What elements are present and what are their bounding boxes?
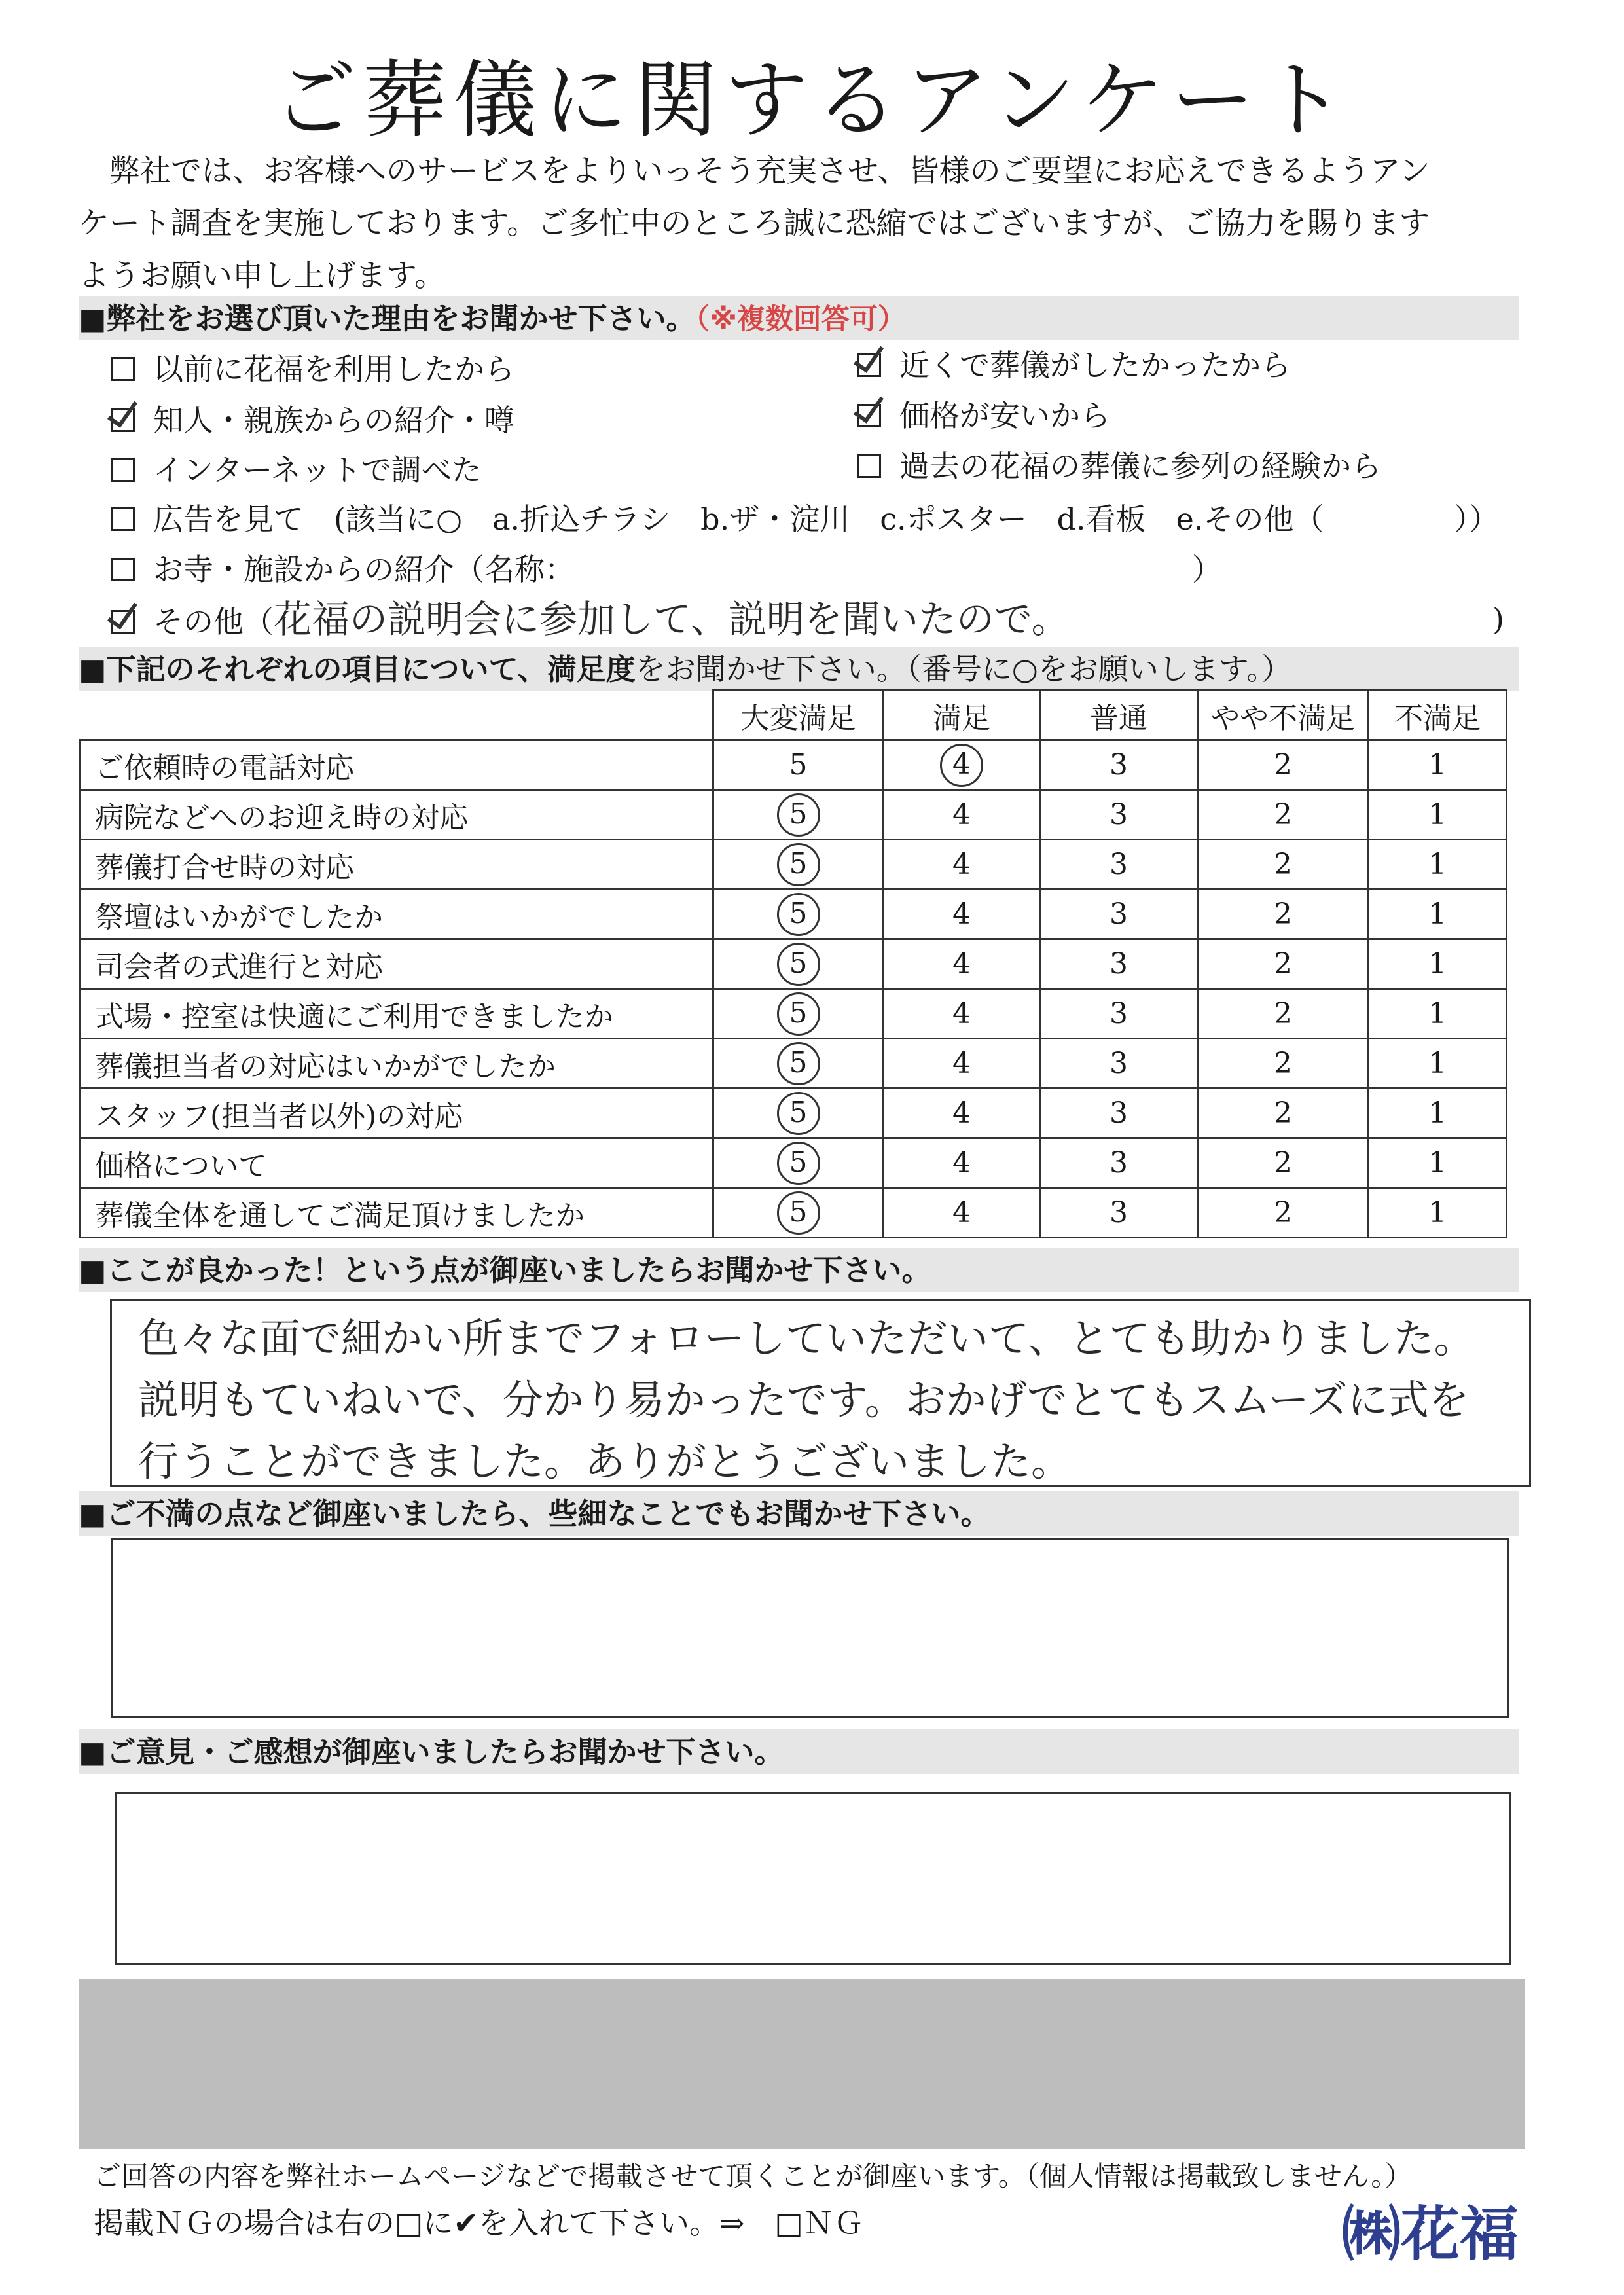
score-cell[interactable]: [1198, 939, 1369, 989]
score-value: 5: [789, 748, 808, 782]
score-cell[interactable]: [1369, 1188, 1507, 1238]
score-cell[interactable]: [713, 790, 884, 840]
checkbox[interactable]: [111, 558, 135, 581]
section-title: ■弊社をお選び頂いた理由をお聞かせ下さい。: [79, 301, 696, 336]
checkbox[interactable]: [111, 507, 135, 531]
question-label: ご依頼時の電話対応: [80, 740, 713, 790]
footer-note: ご回答の内容を弊社ホームページなどで掲載させて頂くことが御座います。（個人情報は掲載致しません。）: [94, 2160, 1413, 2192]
score-value: 3: [1110, 897, 1128, 931]
score-value: 1: [1428, 897, 1447, 931]
table-header-row: [80, 691, 1507, 740]
section-satisfaction-header: [79, 647, 1519, 691]
score-cell[interactable]: [1369, 1039, 1507, 1089]
score-value-circled: 5: [777, 843, 820, 886]
score-value: 4: [952, 798, 971, 831]
score-value: 1: [1428, 1096, 1447, 1130]
score-cell[interactable]: [1198, 989, 1369, 1039]
score-value: 3: [1110, 848, 1128, 881]
score-cell[interactable]: [1198, 1188, 1369, 1238]
score-cell[interactable]: [884, 840, 1040, 890]
score-cell[interactable]: [1040, 1188, 1198, 1238]
reason-option[interactable]: 以前に花福を利用したから: [111, 350, 514, 389]
score-cell[interactable]: [713, 890, 884, 939]
reason-option[interactable]: その他（花福の説明会に参加して、説明を聞いたので。: [111, 600, 1070, 642]
score-cell[interactable]: [1369, 790, 1507, 840]
score-value: 4: [952, 1196, 971, 1229]
score-value: 2: [1274, 897, 1292, 931]
section-note: （※複数回答可）: [695, 303, 906, 336]
reason-option[interactable]: インターネットで調べた: [111, 450, 482, 490]
question-label: 葬儀担当者の対応はいかがでしたか: [80, 1039, 713, 1089]
question-label: 祭壇はいかがでしたか: [80, 890, 713, 939]
section-reasons-header: [79, 296, 1519, 340]
score-cell[interactable]: [1369, 740, 1507, 790]
checkbox[interactable]: [857, 454, 881, 478]
score-value: 2: [1274, 798, 1292, 831]
score-cell[interactable]: [884, 1039, 1040, 1089]
checkbox-checked[interactable]: [857, 353, 881, 377]
checkbox-checked[interactable]: [111, 408, 135, 432]
score-value: 4: [952, 1047, 971, 1080]
score-value: 3: [1110, 1196, 1128, 1229]
reason-option[interactable]: 近くで葬儀がしたかったから: [857, 346, 1291, 385]
score-value: 4: [952, 897, 971, 931]
score-cell[interactable]: [1040, 790, 1198, 840]
table-row: [80, 989, 1507, 1039]
score-value: 3: [1110, 947, 1128, 981]
table-row: [80, 1089, 1507, 1138]
section-complaints-header: [79, 1491, 1519, 1536]
column-header: 普通: [1040, 691, 1198, 740]
score-value: 3: [1110, 1146, 1128, 1180]
table-row: [80, 1188, 1507, 1238]
question-label: 司会者の式進行と対応: [80, 939, 713, 989]
score-value: 1: [1428, 748, 1447, 782]
checkbox-checked[interactable]: [111, 610, 135, 634]
other-close: ): [1492, 602, 1504, 637]
score-cell[interactable]: [1369, 1089, 1507, 1138]
score-value: 3: [1110, 1096, 1128, 1130]
question-label: 病院などへのお迎え時の対応: [80, 790, 713, 840]
intro-line: ようお願い申し上げます。: [79, 258, 446, 294]
score-cell[interactable]: [1369, 989, 1507, 1039]
column-header: やや不満足: [1198, 691, 1369, 740]
empty-header: [80, 691, 713, 740]
checkbox[interactable]: [111, 357, 135, 381]
question-label: 価格について: [80, 1138, 713, 1188]
section-opinions-header: [79, 1729, 1519, 1774]
score-value: 2: [1274, 997, 1292, 1030]
score-cell[interactable]: [1369, 1138, 1507, 1188]
intro-line: 弊社では、お客様へのサービスをよりいっそう充実させ、皆様のご要望にお応えできるようアン: [79, 153, 1430, 189]
score-value-circled: 5: [777, 793, 820, 837]
score-cell[interactable]: [713, 1039, 884, 1089]
score-value: 4: [952, 1146, 971, 1180]
intro-text: [79, 145, 1519, 302]
score-value: 2: [1274, 947, 1292, 981]
score-cell[interactable]: [884, 1089, 1040, 1138]
score-cell[interactable]: [884, 890, 1040, 939]
score-cell[interactable]: [713, 740, 884, 790]
score-cell[interactable]: [1198, 1039, 1369, 1089]
checkbox[interactable]: [111, 458, 135, 482]
score-value: 3: [1110, 997, 1128, 1030]
footer-ng-instruction[interactable]: 掲載ＮＧの場合は右の□に✔を入れて下さい。⇒ □ＮＧ: [94, 2205, 864, 2241]
score-cell[interactable]: [884, 1138, 1040, 1188]
score-cell[interactable]: [1040, 890, 1198, 939]
checkbox-checked[interactable]: [857, 404, 881, 427]
score-value-circled: 5: [777, 893, 820, 936]
table-row: [80, 1039, 1507, 1089]
score-cell[interactable]: [1369, 939, 1507, 989]
score-value: 2: [1274, 748, 1292, 782]
score-value: 2: [1274, 1047, 1292, 1080]
column-header: 満足: [884, 691, 1040, 740]
section-title: ■ここが良かった！という点が御座いましたらお聞かせ下さい。: [79, 1253, 931, 1288]
score-value-circled: 5: [777, 1142, 820, 1185]
score-value: 2: [1274, 1196, 1292, 1229]
section-title: 満足度: [547, 652, 636, 687]
score-value-circled: 5: [777, 1191, 820, 1235]
score-cell[interactable]: [713, 840, 884, 890]
reason-option[interactable]: 価格が安いから: [857, 396, 1110, 435]
column-header: 大変満足: [713, 691, 884, 740]
score-cell[interactable]: [1198, 840, 1369, 890]
score-value-circled: 4: [940, 744, 983, 787]
score-value-circled: 5: [777, 1042, 820, 1085]
score-value: 2: [1274, 848, 1292, 881]
section-title: ■下記のそれぞれの項目について、: [79, 652, 547, 687]
page-title: ご葬儀に関するアンケート: [272, 52, 1352, 149]
table-row: [80, 790, 1507, 840]
score-cell[interactable]: [1198, 740, 1369, 790]
score-value: 2: [1274, 1146, 1292, 1180]
opinions-input[interactable]: [115, 1792, 1511, 1965]
score-value: 1: [1428, 947, 1447, 981]
question-label: 式場・控室は快適にご利用できましたか: [80, 989, 713, 1039]
reason-option[interactable]: 過去の花福の葬儀に参列の経験から: [857, 446, 1381, 486]
score-value: 4: [952, 848, 971, 881]
score-cell[interactable]: [1040, 1089, 1198, 1138]
section-title: をお聞かせ下さい。（番号に○をお願いします。）: [635, 651, 1292, 687]
score-cell[interactable]: [884, 989, 1040, 1039]
company-logo: ㈱花福: [1342, 2200, 1519, 2269]
score-cell[interactable]: [1369, 890, 1507, 939]
score-value: 3: [1110, 748, 1128, 782]
table-row: [80, 740, 1507, 790]
score-cell[interactable]: [1040, 939, 1198, 989]
score-value: 1: [1428, 798, 1447, 831]
score-value-circled: 5: [777, 1092, 820, 1135]
score-value: 1: [1428, 848, 1447, 881]
score-cell[interactable]: [1040, 989, 1198, 1039]
score-value: 1: [1428, 997, 1447, 1030]
score-value: 4: [952, 947, 971, 981]
score-cell[interactable]: [1040, 840, 1198, 890]
column-header: 不満足: [1369, 691, 1507, 740]
score-cell[interactable]: [1040, 1138, 1198, 1188]
score-cell[interactable]: [884, 740, 1040, 790]
handwritten-other: 花福の説明会に参加して、説明を聞いたので。: [274, 597, 1070, 642]
question-label: スタッフ(担当者以外)の対応: [80, 1089, 713, 1138]
score-value: 1: [1428, 1047, 1447, 1080]
table-row: [80, 890, 1507, 939]
good-points-answer[interactable]: [110, 1299, 1531, 1487]
score-cell[interactable]: [884, 1188, 1040, 1238]
score-cell[interactable]: [1040, 1039, 1198, 1089]
score-cell[interactable]: [1198, 1089, 1369, 1138]
score-cell[interactable]: [713, 989, 884, 1039]
score-cell[interactable]: [884, 790, 1040, 840]
intro-line: ケート調査を実施しております。ご多忙中のところ誠に恐縮ではございますが、ご協力を賜ります: [79, 206, 1430, 242]
score-cell[interactable]: [713, 939, 884, 989]
question-label: 葬儀打合せ時の対応: [80, 840, 713, 890]
answer-line: 説明もていねいで、分かり易かったです。おかげでとてもスムーズに式を: [138, 1376, 1470, 1424]
reason-option[interactable]: 広告を見て (該当に○ a.折込チラシ b.ザ・淀川 c.ポスター d.看板 e.その他（ ））: [111, 499, 1499, 539]
section-good-points-header: [79, 1248, 1519, 1292]
score-cell[interactable]: [1198, 1138, 1369, 1188]
section-title: ■ご不満の点など御座いましたら、些細なことでもお聞かせ下さい。: [79, 1496, 990, 1531]
score-value: 3: [1110, 1047, 1128, 1080]
answer-line: 行うことができました。ありがとうございました。: [138, 1437, 1072, 1485]
score-value: 4: [952, 997, 971, 1030]
table-row: [80, 939, 1507, 989]
score-cell[interactable]: [1198, 890, 1369, 939]
reason-option[interactable]: 知人・親族からの紹介・噂: [111, 401, 514, 440]
score-value-circled: 5: [777, 992, 820, 1036]
score-value: 3: [1110, 798, 1128, 831]
score-cell[interactable]: [1040, 740, 1198, 790]
reason-option[interactable]: お寺・施設からの紹介（名称： ）: [111, 550, 1222, 589]
redacted-area: [79, 1979, 1525, 2149]
score-cell[interactable]: [713, 1089, 884, 1138]
question-label: 葬儀全体を通してご満足頂けましたか: [80, 1188, 713, 1238]
satisfaction-table: [79, 689, 1507, 1238]
score-cell[interactable]: [1198, 790, 1369, 840]
table-row: [80, 840, 1507, 890]
score-cell[interactable]: [713, 1188, 884, 1238]
score-value: 2: [1274, 1096, 1292, 1130]
score-value-circled: 5: [777, 943, 820, 986]
score-value: 1: [1428, 1196, 1447, 1229]
table-row: [80, 1138, 1507, 1188]
score-cell[interactable]: [1369, 840, 1507, 890]
complaints-input[interactable]: [111, 1538, 1509, 1718]
score-cell[interactable]: [884, 939, 1040, 989]
score-value: 4: [952, 1096, 971, 1130]
section-title: ■ご意見・ご感想が御座いましたらお聞かせ下さい。: [79, 1735, 784, 1769]
score-value: 1: [1428, 1146, 1447, 1180]
score-cell[interactable]: [713, 1138, 884, 1188]
answer-line: 色々な面で細かい所までフォローしていただいて、とても助かりました。: [138, 1314, 1475, 1362]
